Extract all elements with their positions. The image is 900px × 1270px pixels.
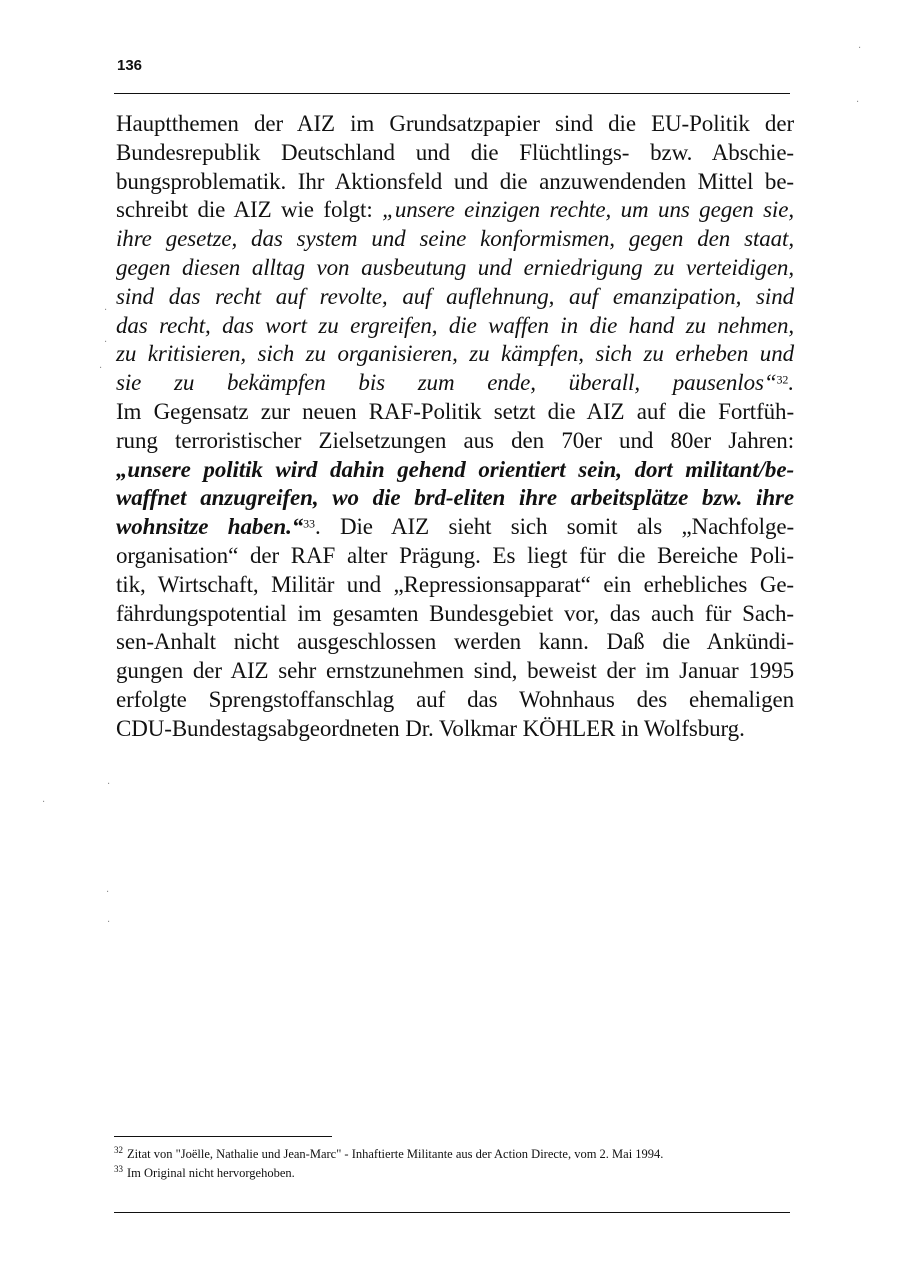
text-line — [116, 456, 794, 485]
text-run: das recht, das wort zu ergreifen, die waffen in die hand zu nehmen, — [116, 312, 794, 338]
footer-rule — [114, 1212, 790, 1213]
text-run: Bundesrepublik Deutschland und die Flüchtlings- bzw. Abschie- — [116, 139, 794, 165]
text-run: wohnsitze haben.“ — [116, 514, 304, 540]
footnote-rule — [114, 1136, 332, 1137]
text-run: gungen der AIZ sehr ernstzunehmen sind, beweist der im Januar 1995 — [116, 658, 794, 684]
text-line — [116, 196, 794, 225]
text-run: tik, Wirtschaft, Militär und „Repressionsapparat“ ein erhebliches Ge- — [116, 571, 794, 597]
text-line — [116, 225, 794, 254]
text-run: . — [788, 370, 794, 396]
text-line — [116, 427, 794, 456]
text-line — [116, 657, 794, 686]
text-line — [116, 110, 794, 139]
text-run: „unsere politik wird dahin gehend orientiert sein, dort militant/be- — [116, 456, 794, 482]
text-line — [116, 513, 794, 542]
text-run: Hauptthemen der AIZ im Grundsatzpapier sind die EU-Politik der — [116, 111, 794, 136]
footnote-marker: 32 — [114, 1144, 123, 1155]
scan-speck: · — [107, 779, 111, 790]
text-run: . Die AIZ sieht sich somit als „Nachfolge- — [314, 514, 795, 540]
text-line — [116, 283, 794, 312]
text-line — [116, 484, 794, 513]
text-run: bungsproblematik. Ihr Aktionsfeld und die anzuwendenden Mittel be- — [116, 168, 794, 194]
text-line — [116, 398, 794, 427]
text-line — [116, 340, 794, 369]
text-run: ihre gesetze, das system und seine konformismen, gegen den staat, — [116, 226, 794, 252]
scan-speck: · — [42, 797, 46, 808]
text-line — [116, 628, 794, 657]
footnote-33 — [114, 1164, 804, 1183]
text-line — [116, 139, 794, 168]
footnote-marker: 33 — [114, 1163, 123, 1174]
text-line — [116, 571, 794, 600]
text-run: zu kritisieren, sich zu organisieren, zu kämpfen, sich zu erheben und — [116, 341, 794, 367]
text-run: CDU-Bundestagsabgeordneten Dr. Volkmar KÖHLER in Wolfsburg. — [116, 715, 745, 741]
scan-speck: · — [104, 305, 108, 316]
footnotes — [114, 1145, 804, 1183]
footnote-text: Zitat von "Joëlle, Nathalie und Jean-Marc" - Inhaftierte Militante aus der Action Directe, vom 2. Mai 1994. — [127, 1147, 664, 1161]
text-run: schreibt die AIZ wie folgt: — [116, 197, 383, 223]
scan-speck: · — [107, 917, 111, 928]
text-line — [116, 312, 794, 341]
text-run: sind das recht auf revolte, auf auflehnung, auf emanzipation, sind — [116, 283, 794, 309]
footnote-reference: 32 — [776, 372, 789, 387]
text-line — [116, 168, 794, 197]
text-run: waffnet anzugreifen, wo die brd-eliten ihre arbeitsplätze bzw. ihre — [116, 485, 794, 511]
footnote-reference: 33 — [303, 516, 315, 531]
text-line — [116, 369, 794, 398]
text-run: fährdungspotential im gesamten Bundesgebiet vor, das auch für Sach- — [116, 600, 794, 626]
text-run: Im Gegensatz zur neuen RAF-Politik setzt die AIZ auf die Fortfüh- — [116, 398, 794, 424]
text-run: organisation“ der RAF alter Prägung. Es liegt für die Bereiche Poli- — [116, 542, 794, 568]
text-line — [116, 254, 794, 283]
footnote-32 — [114, 1145, 804, 1164]
text-line — [116, 686, 794, 715]
scan-speck: · — [99, 363, 103, 374]
text-line — [116, 600, 794, 629]
text-run: „unsere einzigen rechte, um uns gegen sie, — [382, 197, 794, 223]
text-line — [116, 715, 794, 744]
text-run: sen-Anhalt nicht ausgeschlossen werden kann. Daß die Ankündi- — [116, 629, 794, 655]
text-run: gegen diesen alltag von ausbeutung und erniedrigung zu verteidigen, — [116, 254, 794, 280]
scan-speck: · — [856, 97, 860, 108]
scan-speck: · — [104, 337, 108, 348]
page-number: 136 — [117, 57, 143, 74]
text-run: rung terroristischer Zielsetzungen aus den 70er und 80er Jahren: — [116, 427, 794, 453]
text-run: sie zu bekämpfen bis zum ende, überall, pausenlos“ — [116, 370, 777, 396]
body-text — [116, 110, 794, 744]
scan-speck: · — [106, 887, 110, 898]
scan-speck: · — [858, 43, 862, 54]
header-rule — [114, 93, 790, 94]
footnote-text: Im Original nicht hervorgehoben. — [127, 1166, 295, 1180]
text-run: erfolgte Sprengstoffanschlag auf das Wohnhaus des ehemaligen — [116, 686, 794, 712]
text-line — [116, 542, 794, 571]
